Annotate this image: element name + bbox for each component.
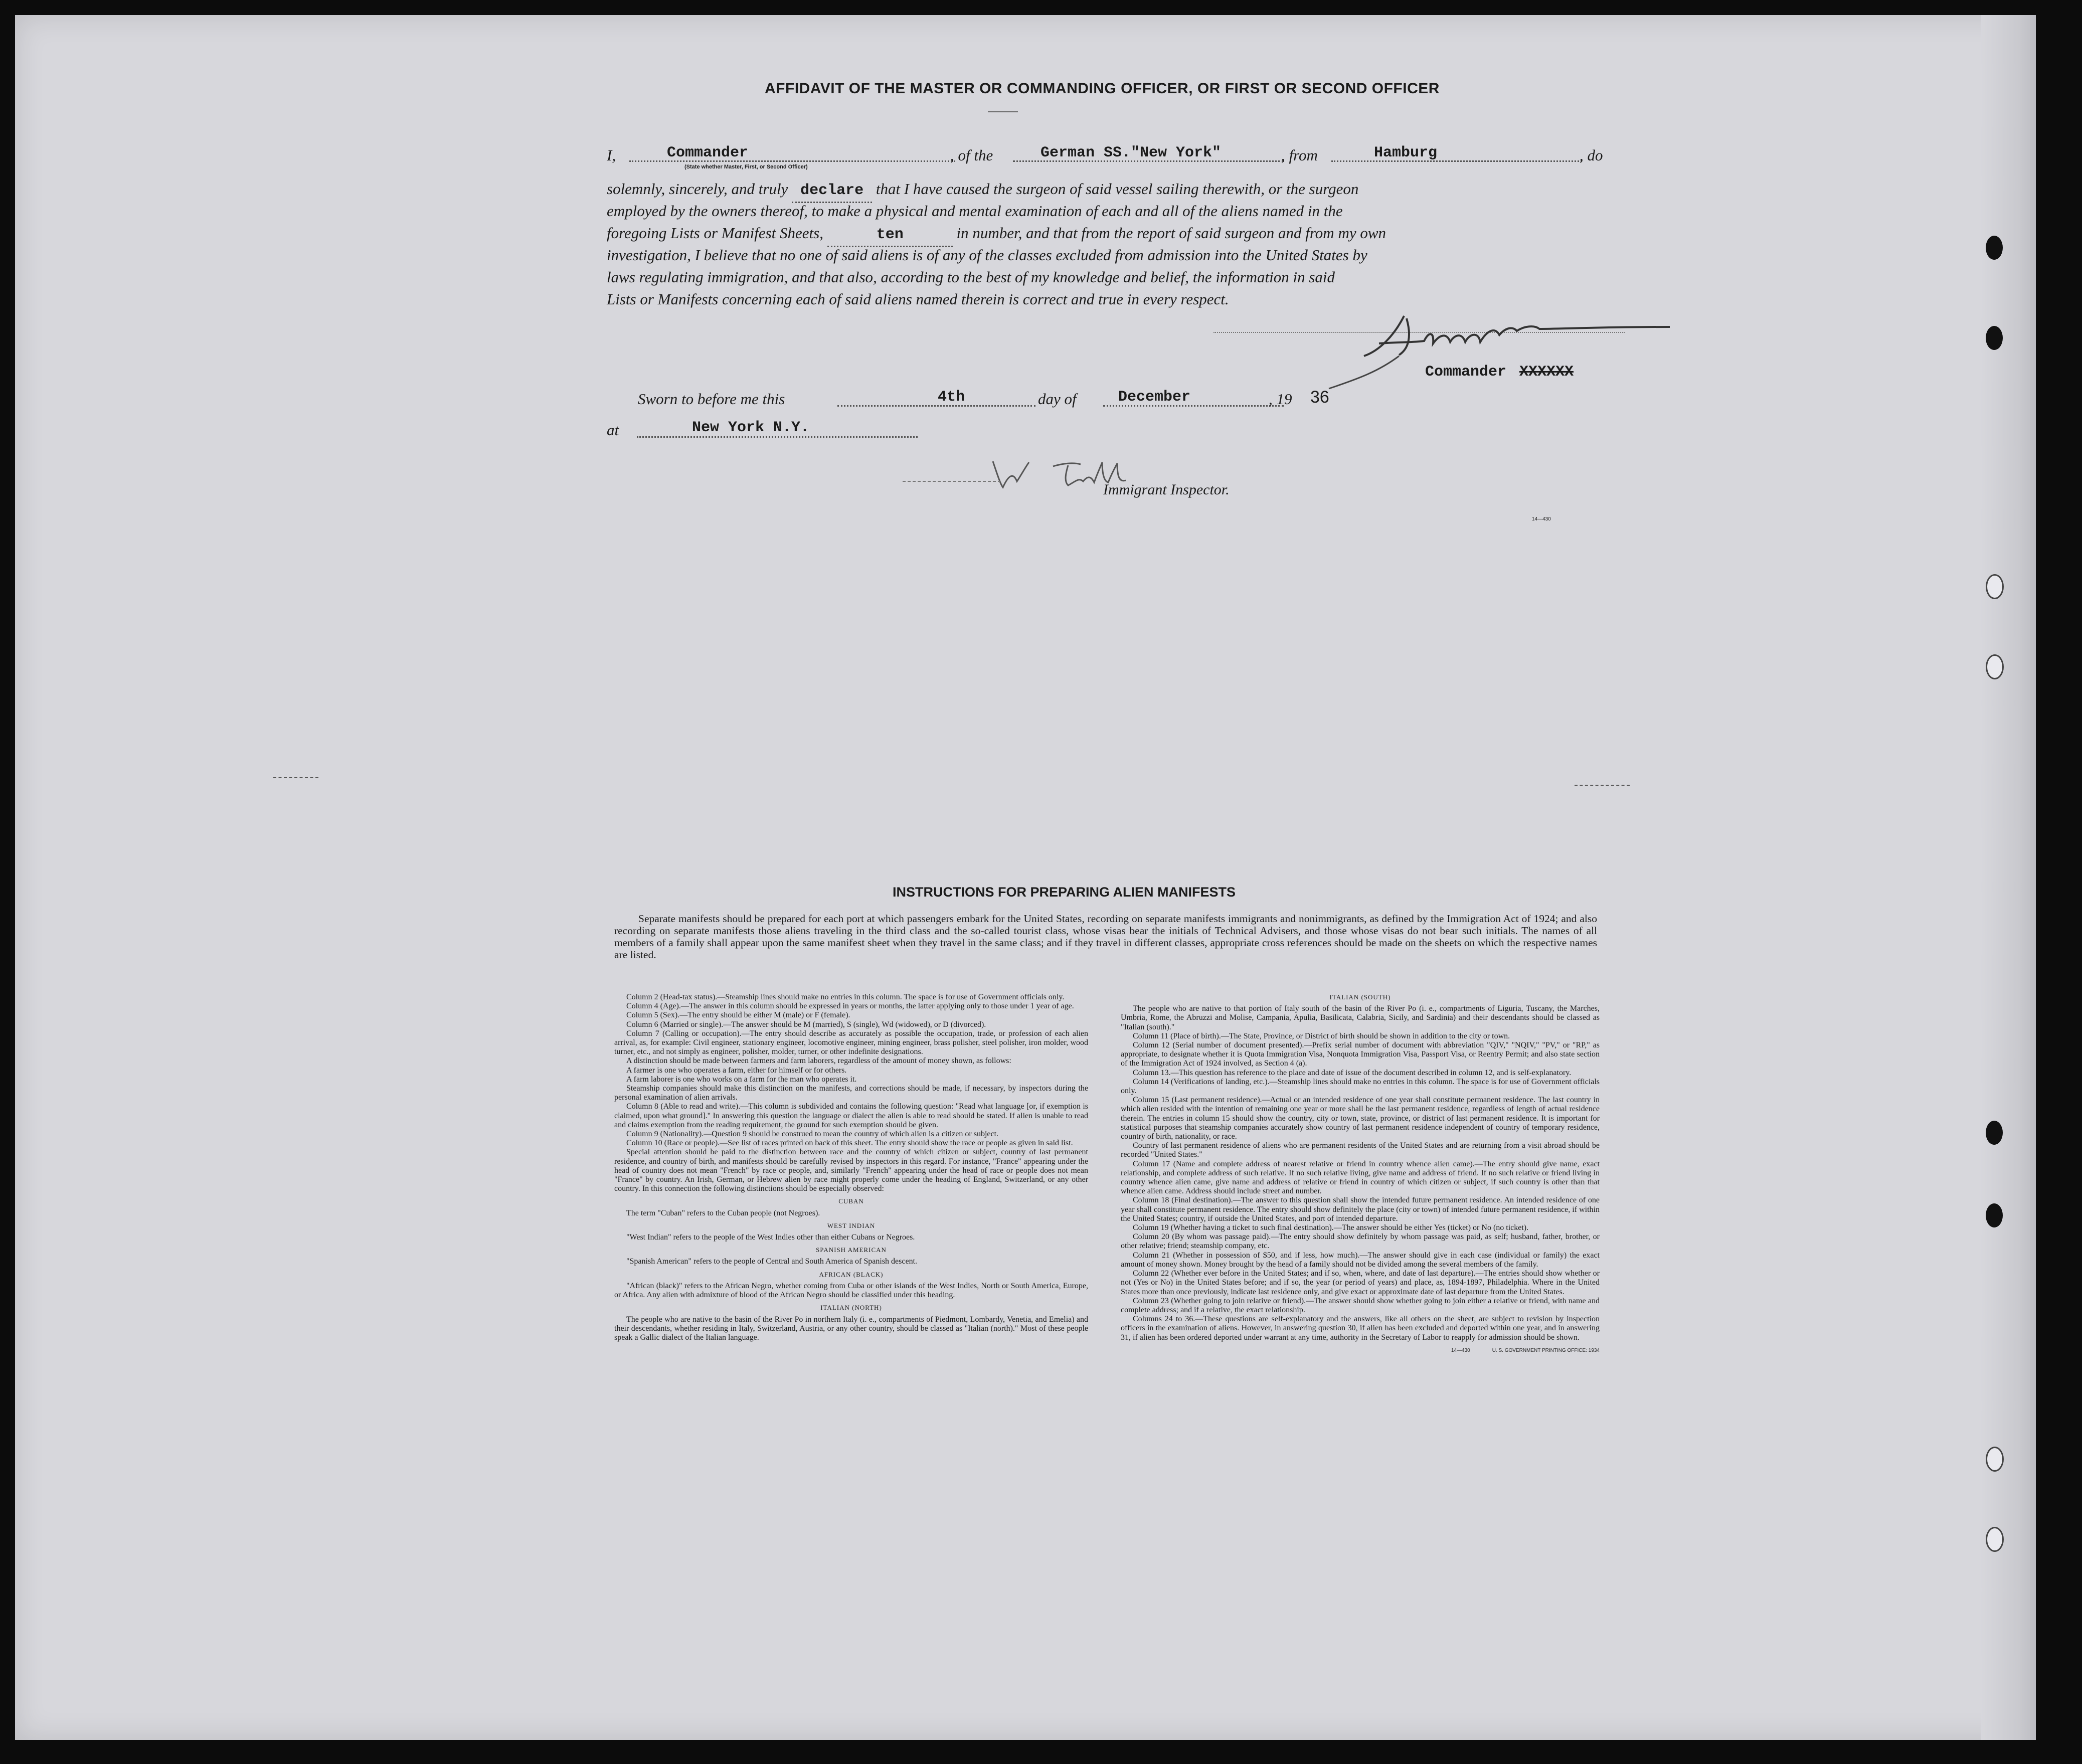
form-number: 14—430: [1532, 516, 1551, 522]
instr-paragraph: Column 23 (Whether going to join relative or friend).—The answer should show whether going to join either a relative or friend, with name and complete address; and if a relative, the exact relationship.: [1121, 1296, 1600, 1314]
instr-paragraph: Column 21 (Whether in possession of $50, and if less, how much).—The answer should give in each case (individual or family) the exact amount of money shown. Money brought by the head of a family should not be divided among the several members of the family.: [1121, 1251, 1600, 1269]
heading-italian-north: ITALIAN (NORTH): [820, 1304, 882, 1312]
count-value: ten: [827, 224, 953, 247]
month-value: December: [1118, 389, 1191, 406]
fold-mark: [273, 777, 318, 778]
instr-paragraph: Steamship companies should make this distinction on the manifests, and corrections should be made, if necessary, by inspectors during the personal examination of alien arrivals.: [614, 1084, 1088, 1102]
instr-paragraph: "Spanish American" refers to the people of Central and South America of Spanish descent.: [626, 1257, 918, 1266]
rank-value: Commander: [667, 144, 749, 161]
binder-hole: [1986, 326, 2003, 350]
instr-paragraph: Column 9 (Nationality).—Question 9 should be construed to mean the country of which alien is a citizen or subject.: [626, 1130, 999, 1139]
instr-paragraph: Column 8 (Able to read and write).—This column is subdivided and contains the following question: "Read what language [or, if exemption is claimed, upon what ground]." In answering this question the language or dialect the alien is able to read should be stated. If alien is unable to read and claims exemption from the reading requirement, the ground for such exemption should be given.: [614, 1102, 1088, 1129]
instr-paragraph: A farm laborer is one who works on a farm for the man who operates it.: [626, 1075, 857, 1084]
heading-african: AFRICAN (BLACK): [819, 1270, 884, 1278]
affidavit-i: I,: [607, 146, 616, 164]
instr-paragraph: Column 13.—This question has reference to the place and date of issue of the document described in column 12, and is self-explanatory.: [1133, 1068, 1572, 1077]
title-dash: [988, 111, 1018, 112]
day-of-label: day of: [1038, 390, 1077, 408]
heading-west-indian: WEST INDIAN: [827, 1221, 876, 1229]
instr-paragraph: Column 4 (Age).—The answer in this column should be expressed in years or months, the latter applying only to those under 1 year of age.: [626, 1002, 1074, 1011]
binder-hole: [1986, 1203, 2003, 1227]
vessel-value: German SS."New York": [1040, 144, 1222, 161]
intro-text: Separate manifests should be prepared for each port at which passengers embark for the United States, recording on separate manifests immigrants and nonimmigrants, as defined by the Immigration Act of 1924; and also recording on separate manifests those aliens traveling in the third class and the so-called tourist class, whose visas bear the initials of Technical Advisers, and those whose visas do not bear such initials. The names of all members of a family shall appear upon the same manifest sheet when they travel in the same class; and if they travel in different classes, appropriate cross references should be made on the sheets on which the respective names are listed.: [614, 913, 1597, 961]
instr-paragraph: Column 18 (Final destination).—The answer to this question shall show the intended future permanent residence. An intended residence of one year shall constitute permanent residence. The entry should show definitely the place (city or town) of intended future permanent residence, if within the United States; country, if outside the United States, and port of intended departure.: [1121, 1196, 1600, 1223]
port-value: Hamburg: [1374, 144, 1438, 161]
instr-paragraph: Column 6 (Married or single).—The answer should be M (married), S (single), Wd (widowed), or D (divorced).: [626, 1020, 986, 1029]
instr-paragraph: The term "Cuban" refers to the Cuban people (not Negroes).: [626, 1208, 820, 1217]
instr-paragraph: "African (black)" refers to the African Negro, whether coming from Cuba or other islands of the West Indies, North or South America, Europe, or Africa. Any alien with admixture of blood of the African Negro should be classified under this heading.: [614, 1281, 1088, 1300]
struck-text: XXXXXX: [1519, 364, 1574, 381]
binder-hole: [1986, 574, 2004, 599]
year-prefix: , 19: [1269, 390, 1292, 408]
rank-note: (State whether Master, First, or Second Officer): [684, 164, 808, 170]
heading-spanish-american: SPANISH AMERICAN: [816, 1246, 887, 1254]
commander-signature: [1319, 296, 1720, 396]
instr-paragraph: Column 5 (Sex).—The entry should be either M (male) or F (female).: [626, 1011, 850, 1020]
instr-paragraph: Column 2 (Head-tax status).—Steamship lines should make no entries in this column. The space is for use of Government officials only.: [626, 993, 1065, 1001]
instr-paragraph: Column 7 (Calling or occupation).—The entry should describe as accurately as possible the occupation, trade, or profession of each alien arrival, as, for example: Civil engineer, stationary engineer, locomotive engineer, mining engineer, brass polisher, steel polisher, iron molder, wood turner, etc., and not simply as engineer, polisher, molder, turner, or other indefinite designations.: [614, 1029, 1088, 1056]
instructions-left-column: [614, 993, 1088, 1342]
day-value: 4th: [938, 389, 965, 406]
instr-paragraph: Column 20 (By whom was passage paid).—The entry should show definitely by whom passage was paid, as self; husband, father, brother, or other relative; friend; steamship company, etc.: [1121, 1232, 1600, 1251]
port-line: [1331, 160, 1582, 162]
day-line: [837, 405, 1035, 407]
instr-paragraph: Column 11 (Place of birth).—The State, Province, or District of birth should be shown in addition to the city or town.: [1133, 1031, 1510, 1040]
of-the-label: , of the: [950, 146, 993, 164]
place-value: New York N.Y.: [692, 419, 810, 436]
place-line: [637, 436, 918, 438]
footer-printer: U. S. GOVERNMENT PRINTING OFFICE: 1934: [1492, 1347, 1600, 1353]
instructions-intro: [614, 913, 1597, 961]
instr-paragraph: Column 19 (Whether having a ticket to such final destination).—The answer should be either Yes (ticket) or No (no ticket).: [1133, 1223, 1529, 1232]
instr-paragraph: Column 10 (Race or people).—See list of races printed on back of this sheet. The entry should show the race or people as given in said list.: [626, 1139, 1073, 1148]
instr-paragraph: "West Indian" refers to the people of the West Indies other than either Cubans or Negroes.: [626, 1233, 915, 1242]
line4-pre: foregoing Lists or Manifest Sheets,: [607, 224, 823, 242]
instructions-right-column: [1121, 993, 1600, 1355]
signer-title: Commander: [1425, 364, 1507, 381]
instr-paragraph: A farmer is one who operates a farm, either for himself or for others.: [626, 1066, 847, 1075]
inspector-label: Immigrant Inspector.: [1103, 481, 1230, 498]
line5: investigation, I believe that no one of said aliens is of any of the classes excluded from admission into the United States by: [607, 246, 1367, 264]
instr-paragraph: Country of last permanent residence of aliens who are permanent residents of the United States and are returning from a visit abroad should be recorded "United States.": [1121, 1141, 1600, 1159]
fold-mark: [1575, 785, 1630, 786]
declare-value: declare: [792, 180, 872, 203]
do-label: , do: [1580, 146, 1603, 164]
footer-form-number: 14—430: [1451, 1347, 1470, 1353]
footer-line: [1121, 1345, 1600, 1355]
document-sheet: [15, 15, 2036, 1740]
heading-cuban: CUBAN: [838, 1197, 864, 1205]
instr-paragraph: Column 15 (Last permanent residence).—Actual or an intended residence of one year shall constitute permanent residence. The last country in which alien resided with the intention of remaining one year or more shall be the last permanent residence, regardless of length of actual residence therein. The entries in column 15 should show the country, city or town, state, province, or district of last permanent residence. It is important for statistical purposes that steamship companies accurately show country of last permanent residence independent of country of temporary residence, country of birth, nationality, or race.: [1121, 1096, 1600, 1141]
line7: Lists or Manifests concerning each of said aliens named therein is correct and true in every respect.: [607, 290, 1229, 308]
line2-pre: solemnly, sincerely, and truly: [607, 180, 788, 198]
instr-paragraph: Column 14 (Verifications of landing, etc.).—Steamship lines should make no entries in this column. The space is for use of Government officials only.: [1121, 1077, 1600, 1096]
binder-hole: [1986, 236, 2003, 260]
instructions-title: INSTRUCTIONS FOR PREPARING ALIEN MANIFESTS: [893, 885, 1236, 900]
instr-paragraph: Columns 24 to 36.—These questions are self-explanatory and the answers, like all others on the sheet, are subject to revision by inspection officers in the examination of aliens. However, in answering question 30, if alien has been excluded and deported within one year, and in answering 31, if alien has been ordered deported under warrant at any time, authority in the Secretary of Labor to reapply for admission should be shown.: [1121, 1315, 1600, 1342]
affidavit-title: AFFIDAVIT OF THE MASTER OR COMMANDING OFFICER, OR FIRST OR SECOND OFFICER: [765, 80, 1440, 97]
line2-post: that I have caused the surgeon of said vessel sailing therewith, or the surgeon: [876, 180, 1359, 198]
line6: laws regulating immigration, and that also, according to the best of my knowledge and belief, the information in said: [607, 268, 1335, 286]
heading-italian-south: ITALIAN (SOUTH): [1329, 993, 1391, 1001]
sworn-pre: Sworn to before me this: [638, 390, 785, 408]
binder-hole: [1986, 1527, 2004, 1552]
binder-hole: [1986, 654, 2004, 679]
line4-post: in number, and that from the report of said surgeon and from my own: [956, 224, 1386, 242]
line3: employed by the owners thereof, to make a physical and mental examination of each and all of the aliens named in the: [607, 202, 1343, 220]
at-label: at: [607, 421, 619, 439]
instr-paragraph: Column 22 (Whether ever before in the United States; and if so, when, where, and date of last departure).—The entries should show whether or not (Yes or No) in the United States before; and if so, the year (or period of years) and place, as, 1894-1897, Philadelphia. Where in the United States more than once previously, indicate last residence only, and give exact or approximate date of last departure from the United States.: [1121, 1269, 1600, 1296]
instr-paragraph: The people who are native to the basin of the River Po in northern Italy (i. e., compartments of Piedmont, Lombardy, Venetia, and Emelia) and their descendants, whether residing in Italy, Switzerland, Austria, or any other country, should be classed as "Italian (north)." Most of these people speak a Gallic dialect of the Italian language.: [614, 1315, 1088, 1342]
from-label: , from: [1281, 146, 1318, 164]
binder-hole: [1986, 1447, 2004, 1472]
binder-hole: [1986, 1121, 2003, 1145]
year-value: 36: [1310, 388, 1329, 407]
instr-paragraph: Special attention should be paid to the distinction between race and the country of which citizen or subject, country of last permanent residence, and country of birth, and manifests should be carefully revised by inspectors in this regard. For instance, "France" appearing under the head of country does not mean "French" by race or people, and, similarly "French" appearing under the head of race or people does not mean "France" by country. An Irish, German, or Hebrew alien by race might properly come under the heading of England, Switzerland, or any other country. In this connection the following distinctions should be especially observed:: [614, 1148, 1088, 1193]
sheet-edge-shadow: [1981, 15, 2036, 1740]
instr-paragraph: Column 17 (Name and complete address of nearest relative or friend in country whence alien came).—The entry should give name, exact relationship, and complete address of such relative. If no such relative living, give name and address of friend. If no such relative or friend living in country whence alien came, give name and address of relative or friend in country of which citizen or subject, if such country is other than that whence alien came. Address should include street and number.: [1121, 1159, 1600, 1196]
instr-paragraph: Column 12 (Serial number of document presented).—Prefix serial number of document with abbreviation "QIV," "NQIV," "PV," or "RP," as appropriate, to designate whether it is Quota Immigration Visa, Nonquota Immigration Visa, Passport Visa, or Reentry Permit; and also state section of the Immigration Act of 1924 involved, as Section 4 (a).: [1121, 1041, 1600, 1068]
instr-paragraph: The people who are native to that portion of Italy south of the basin of the River Po (i. e., compartments of Liguria, Tuscany, the Marches, Umbria, Rome, the Abruzzi and Molise, Campania, Apulia, Basilicata, Calabria, Sicily, and Sardinia) and their descendants should be classed as "Italian (south).": [1121, 1004, 1600, 1031]
instr-paragraph: A distinction should be made between farmers and farm laborers, regardless of the amount of money shown, as follows:: [626, 1056, 1011, 1066]
